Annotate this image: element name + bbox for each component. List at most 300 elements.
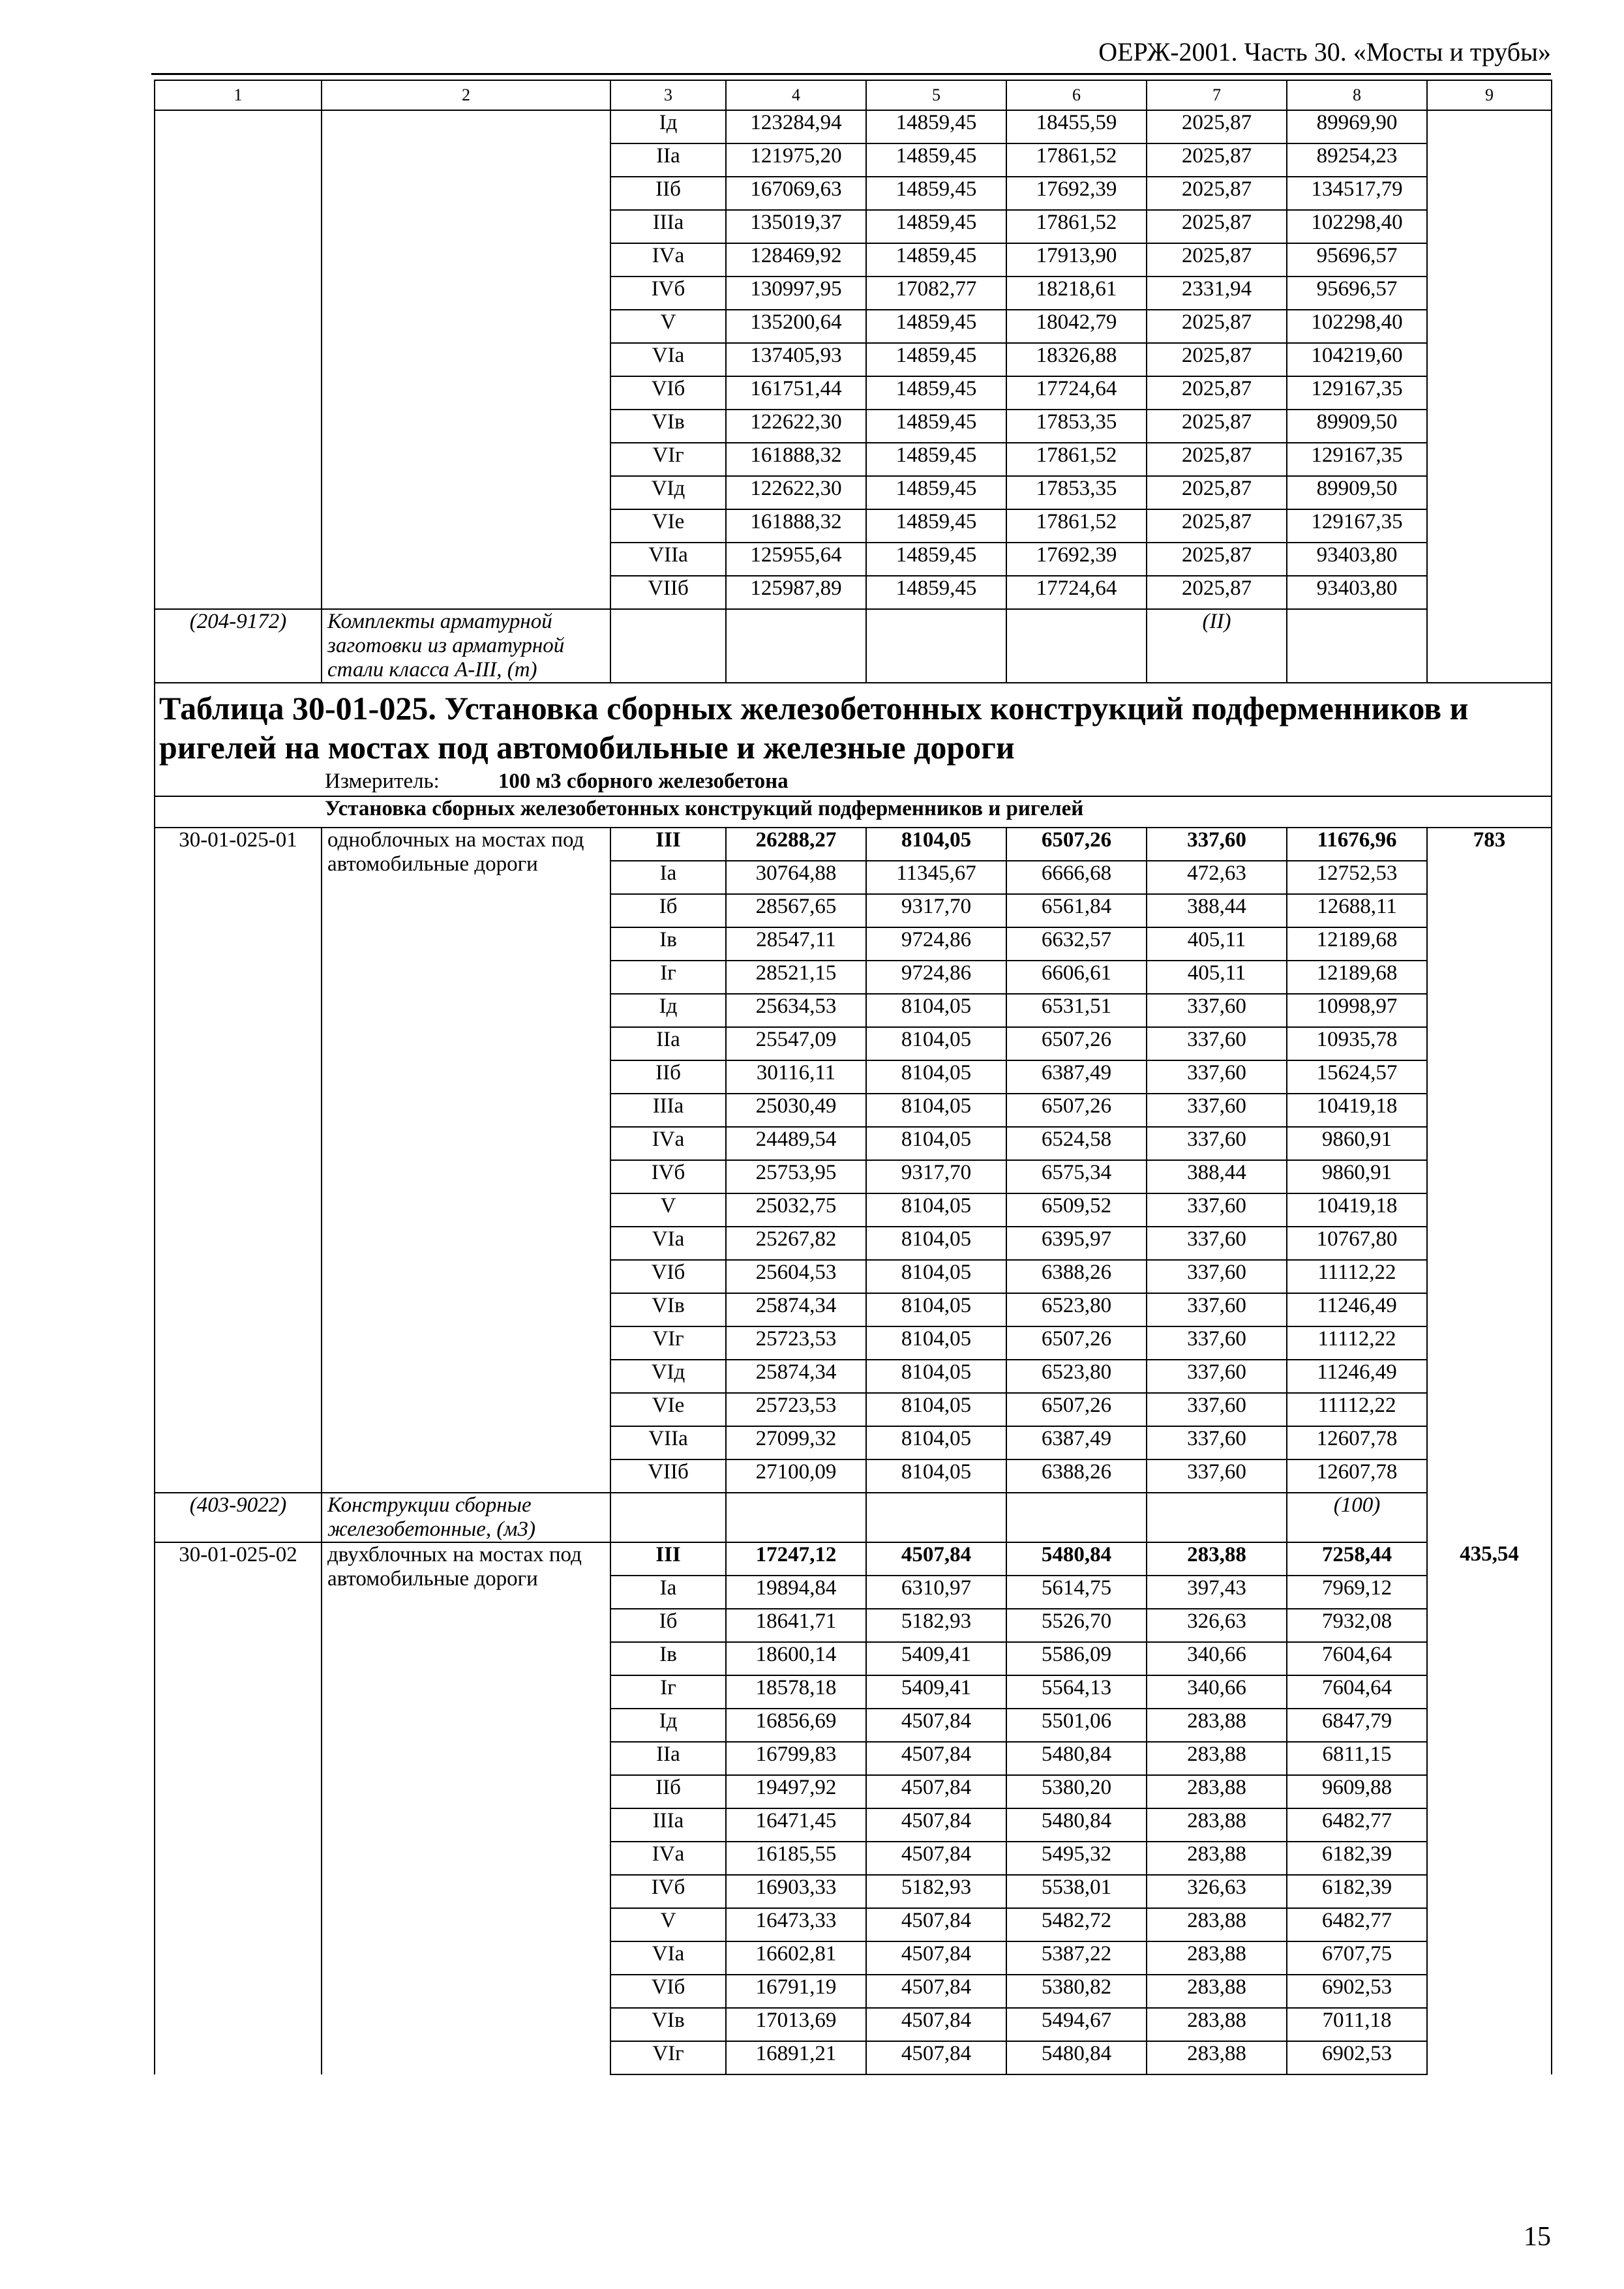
value-cell: 4507,84 [866, 1941, 1006, 1975]
value-cell: 6707,75 [1287, 1941, 1427, 1975]
value-cell: 14859,45 [866, 443, 1006, 476]
table-row [155, 828, 1552, 861]
resource-qty: (II) [1147, 609, 1287, 683]
region-cell: VIа [610, 343, 726, 376]
region-cell: VIб [610, 376, 726, 410]
region-cell: IVб [610, 277, 726, 310]
resource-name: Комплекты арматурной заготовки из арматурной стали класса А-III, (т) [322, 609, 610, 683]
value-cell: 93403,80 [1287, 543, 1427, 576]
region-cell: VIIа [610, 543, 726, 576]
value-cell: 9860,91 [1287, 1127, 1427, 1160]
region-cell: IIа [610, 1742, 726, 1775]
value-cell: 16791,19 [726, 1975, 866, 2008]
value-cell: 2025,87 [1147, 476, 1287, 509]
value-cell: 7604,64 [1287, 1675, 1427, 1709]
value-cell: 6310,97 [866, 1576, 1006, 1609]
value-cell: 6395,97 [1006, 1227, 1147, 1260]
value-cell: 7011,18 [1287, 2008, 1427, 2041]
empty-cell [610, 609, 726, 683]
value-cell: 89909,50 [1287, 410, 1427, 443]
value-cell: 7604,64 [1287, 1642, 1427, 1675]
region-cell: IIIа [610, 1094, 726, 1127]
value-cell: 8104,05 [866, 994, 1006, 1027]
price-table [154, 80, 1552, 2075]
value-cell: 11112,22 [1287, 1393, 1427, 1426]
value-cell: 17861,52 [1006, 143, 1147, 177]
region-cell: Iа [610, 861, 726, 894]
value-cell: 4507,84 [866, 2008, 1006, 2041]
value-cell: 337,60 [1147, 1260, 1287, 1293]
value-cell: 16602,81 [726, 1941, 866, 1975]
empty-cell [1006, 609, 1147, 683]
value-cell: 5409,41 [866, 1675, 1006, 1709]
value-cell: 25753,95 [726, 1160, 866, 1193]
region-cell: Iв [610, 1642, 726, 1675]
value-cell: 25547,09 [726, 1027, 866, 1060]
value-cell: 337,60 [1147, 1060, 1287, 1094]
value-cell: 5380,20 [1006, 1775, 1147, 1808]
value-cell: 8104,05 [866, 1060, 1006, 1094]
item-code: 30-01-025-01 [155, 828, 322, 1493]
value-cell: 4507,84 [866, 1742, 1006, 1775]
value-cell: 16185,55 [726, 1842, 866, 1875]
value-cell: 16471,45 [726, 1808, 866, 1842]
value-cell: 337,60 [1147, 828, 1287, 861]
subheading-row [155, 796, 1552, 828]
region-cell: VIд [610, 1360, 726, 1393]
value-cell: 125955,64 [726, 543, 866, 576]
value-cell: 388,44 [1147, 894, 1287, 927]
value-cell: 337,60 [1147, 1393, 1287, 1426]
region-cell: IIIа [610, 210, 726, 243]
value-cell: 17861,52 [1006, 210, 1147, 243]
value-cell: 28567,65 [726, 894, 866, 927]
value-cell: 8104,05 [866, 1227, 1006, 1260]
column-number-row [155, 80, 1552, 110]
value-cell: 7258,44 [1287, 1542, 1427, 1576]
value-cell: 340,66 [1147, 1642, 1287, 1675]
value-cell: 6182,39 [1287, 1875, 1427, 1908]
column-number: 4 [726, 80, 866, 110]
value-cell: 337,60 [1147, 1193, 1287, 1227]
region-cell: Iа [610, 1576, 726, 1609]
value-cell: 16856,69 [726, 1709, 866, 1742]
column-number: 7 [1147, 80, 1287, 110]
value-cell: 8104,05 [866, 1127, 1006, 1160]
region-cell: VIе [610, 509, 726, 543]
value-cell: 125987,89 [726, 576, 866, 609]
value-cell: 2025,87 [1147, 143, 1287, 177]
value-cell: 2025,87 [1147, 110, 1287, 143]
value-cell: 2025,87 [1147, 576, 1287, 609]
value-cell: 4507,84 [866, 1775, 1006, 1808]
value-cell: 6388,26 [1006, 1260, 1147, 1293]
value-cell: 122622,30 [726, 410, 866, 443]
value-cell: 10767,80 [1287, 1227, 1427, 1260]
value-cell: 167069,63 [726, 177, 866, 210]
page-number: 15 [1524, 2222, 1551, 2252]
value-cell: 2025,87 [1147, 509, 1287, 543]
region-cell: IIа [610, 143, 726, 177]
empty-cell [1006, 1493, 1147, 1542]
value-cell: 8104,05 [866, 1293, 1006, 1326]
region-cell: VIа [610, 1941, 726, 1975]
value-cell: 123284,94 [726, 110, 866, 143]
value-cell: 6482,77 [1287, 1808, 1427, 1842]
value-cell: 283,88 [1147, 1709, 1287, 1742]
region-cell: VIIа [610, 1426, 726, 1459]
column-number: 9 [1427, 80, 1552, 110]
subheading: Установка сборных железобетонных конструкций подферменников и ригелей [155, 796, 1552, 828]
value-cell: 14859,45 [866, 410, 1006, 443]
value-cell: 326,63 [1147, 1609, 1287, 1642]
value-cell: 19894,84 [726, 1576, 866, 1609]
code-cell [155, 110, 322, 609]
value-cell: 122622,30 [726, 476, 866, 509]
value-cell: 2025,87 [1147, 243, 1287, 277]
region-cell: VIб [610, 1975, 726, 2008]
value-cell: 337,60 [1147, 1227, 1287, 1260]
region-cell: VIг [610, 1326, 726, 1360]
column-number: 8 [1287, 80, 1427, 110]
value-cell: 17861,52 [1006, 509, 1147, 543]
value-cell: 2331,94 [1147, 277, 1287, 310]
value-cell: 14859,45 [866, 509, 1006, 543]
value-cell: 2025,87 [1147, 543, 1287, 576]
value-cell: 93403,80 [1287, 576, 1427, 609]
region-cell: V [610, 310, 726, 343]
region-cell: VIг [610, 2041, 726, 2074]
resource-row [155, 1493, 1552, 1542]
value-cell: 14859,45 [866, 576, 1006, 609]
value-cell: 11676,96 [1287, 828, 1427, 861]
value-cell: 2025,87 [1147, 310, 1287, 343]
value-cell: 129167,35 [1287, 509, 1427, 543]
value-cell: 405,11 [1147, 927, 1287, 961]
value-cell: 89909,50 [1287, 476, 1427, 509]
region-cell: Iд [610, 110, 726, 143]
value-cell: 30116,11 [726, 1060, 866, 1094]
item-name: одноблочных на мостах под автомобильные дороги [322, 828, 610, 1493]
value-cell: 2025,87 [1147, 376, 1287, 410]
value-cell: 6182,39 [1287, 1842, 1427, 1875]
value-cell: 18218,61 [1006, 277, 1147, 310]
value-cell: 17861,52 [1006, 443, 1147, 476]
value-cell: 9317,70 [866, 894, 1006, 927]
value-cell: 5480,84 [1006, 1808, 1147, 1842]
value-cell: 16473,33 [726, 1908, 866, 1941]
region-cell: VIв [610, 1293, 726, 1326]
value-cell: 5182,93 [866, 1609, 1006, 1642]
region-cell: III [610, 1542, 726, 1576]
value-cell: 4507,84 [866, 1842, 1006, 1875]
value-cell: 14859,45 [866, 476, 1006, 509]
value-cell: 18455,59 [1006, 110, 1147, 143]
value-cell: 18578,18 [726, 1675, 866, 1709]
table-row [155, 110, 1552, 143]
value-cell: 14859,45 [866, 343, 1006, 376]
value-cell: 6902,53 [1287, 1975, 1427, 2008]
value-cell: 6902,53 [1287, 2041, 1427, 2074]
value-cell: 283,88 [1147, 1908, 1287, 1941]
value-cell: 12607,78 [1287, 1426, 1427, 1459]
value-cell: 17724,64 [1006, 376, 1147, 410]
page-header: ОЕРЖ-2001. Часть 30. «Мосты и трубы» [1098, 37, 1551, 67]
value-cell: 6482,77 [1287, 1908, 1427, 1941]
value-cell: 28521,15 [726, 961, 866, 994]
value-cell: 9724,86 [866, 927, 1006, 961]
resource-code: (204-9172) [155, 609, 322, 683]
column-number: 6 [1006, 80, 1147, 110]
value-cell: 4507,84 [866, 1808, 1006, 1842]
column-number: 2 [322, 80, 610, 110]
value-cell: 24489,54 [726, 1127, 866, 1160]
value-cell: 12752,53 [1287, 861, 1427, 894]
value-cell: 16799,83 [726, 1742, 866, 1775]
region-cell: IIб [610, 1775, 726, 1808]
value-cell: 6507,26 [1006, 1393, 1147, 1426]
value-cell: 11345,67 [866, 861, 1006, 894]
value-cell: 14859,45 [866, 210, 1006, 243]
value-cell: 14859,45 [866, 143, 1006, 177]
value-cell: 14859,45 [866, 543, 1006, 576]
value-cell: 25030,49 [726, 1094, 866, 1127]
value-cell: 5380,82 [1006, 1975, 1147, 2008]
value-cell: 5482,72 [1006, 1908, 1147, 1941]
value-cell: 102298,40 [1287, 210, 1427, 243]
value-cell: 6606,61 [1006, 961, 1147, 994]
value-cell: 14859,45 [866, 310, 1006, 343]
region-cell: IIб [610, 1060, 726, 1094]
value-cell: 89969,90 [1287, 110, 1427, 143]
col9-cell [1427, 110, 1552, 683]
value-cell: 337,60 [1147, 1360, 1287, 1393]
value-cell: 25723,53 [726, 1326, 866, 1360]
column-number: 3 [610, 80, 726, 110]
value-cell: 25634,53 [726, 994, 866, 1027]
value-cell: 6387,49 [1006, 1060, 1147, 1094]
value-cell: 8104,05 [866, 1193, 1006, 1227]
value-cell: 5564,13 [1006, 1675, 1147, 1709]
table-title-row [155, 683, 1552, 770]
value-cell: 10935,78 [1287, 1027, 1427, 1060]
value-cell: 161888,32 [726, 509, 866, 543]
value-cell: 2025,87 [1147, 343, 1287, 376]
value-cell: 283,88 [1147, 1941, 1287, 1975]
value-cell: 104219,60 [1287, 343, 1427, 376]
table-row [155, 1542, 1552, 1576]
value-cell: 19497,92 [726, 1775, 866, 1808]
header-rule [151, 73, 1551, 75]
value-cell: 5526,70 [1006, 1609, 1147, 1642]
value-cell: 8104,05 [866, 1094, 1006, 1127]
value-cell: 26288,27 [726, 828, 866, 861]
value-cell: 12688,11 [1287, 894, 1427, 927]
value-cell: 14859,45 [866, 110, 1006, 143]
value-cell: 11112,22 [1287, 1326, 1427, 1360]
value-cell: 10419,18 [1287, 1193, 1427, 1227]
value-cell: 95696,57 [1287, 277, 1427, 310]
value-cell: 5495,32 [1006, 1842, 1147, 1875]
value-cell: 283,88 [1147, 1975, 1287, 2008]
name-cell [322, 110, 610, 609]
value-cell: 2025,87 [1147, 210, 1287, 243]
region-cell: IIIа [610, 1808, 726, 1842]
value-cell: 5586,09 [1006, 1642, 1147, 1675]
measure-row [155, 770, 1552, 796]
value-cell: 5538,01 [1006, 1875, 1147, 1908]
value-cell: 6509,52 [1006, 1193, 1147, 1227]
region-cell: VIа [610, 1227, 726, 1260]
value-cell: 5480,84 [1006, 2041, 1147, 2074]
value-cell: 18042,79 [1006, 310, 1147, 343]
value-cell: 5387,22 [1006, 1941, 1147, 1975]
value-cell: 283,88 [1147, 1542, 1287, 1576]
region-cell: IVа [610, 1842, 726, 1875]
value-cell: 9860,91 [1287, 1160, 1427, 1193]
value-cell: 10998,97 [1287, 994, 1427, 1027]
item-col9: 783 [1427, 828, 1552, 1542]
value-cell: 472,63 [1147, 861, 1287, 894]
region-cell: IIа [610, 1027, 726, 1060]
value-cell: 283,88 [1147, 1808, 1287, 1842]
value-cell: 9724,86 [866, 961, 1006, 994]
region-cell: Iг [610, 961, 726, 994]
empty-cell [1147, 1493, 1287, 1542]
value-cell: 17853,35 [1006, 410, 1147, 443]
value-cell: 8104,05 [866, 1459, 1006, 1493]
value-cell: 17692,39 [1006, 543, 1147, 576]
value-cell: 4507,84 [866, 1975, 1006, 2008]
region-cell: VIIб [610, 1459, 726, 1493]
value-cell: 9609,88 [1287, 1775, 1427, 1808]
value-cell: 6523,80 [1006, 1293, 1147, 1326]
value-cell: 4507,84 [866, 1908, 1006, 1941]
value-cell: 283,88 [1147, 1775, 1287, 1808]
value-cell: 130997,95 [726, 277, 866, 310]
value-cell: 5494,67 [1006, 2008, 1147, 2041]
value-cell: 326,63 [1147, 1875, 1287, 1908]
value-cell: 5409,41 [866, 1642, 1006, 1675]
value-cell: 137405,93 [726, 343, 866, 376]
value-cell: 283,88 [1147, 1742, 1287, 1775]
value-cell: 161751,44 [726, 376, 866, 410]
resource-row [155, 609, 1552, 683]
empty-cell [726, 1493, 866, 1542]
value-cell: 337,60 [1147, 1127, 1287, 1160]
value-cell: 15624,57 [1287, 1060, 1427, 1094]
value-cell: 6507,26 [1006, 828, 1147, 861]
value-cell: 17082,77 [866, 277, 1006, 310]
value-cell: 102298,40 [1287, 310, 1427, 343]
value-cell: 337,60 [1147, 1027, 1287, 1060]
value-cell: 16891,21 [726, 2041, 866, 2074]
region-cell: IIб [610, 177, 726, 210]
value-cell: 25874,34 [726, 1293, 866, 1326]
region-cell: Iд [610, 1709, 726, 1742]
empty-cell [866, 1493, 1006, 1542]
region-cell: Iб [610, 894, 726, 927]
region-cell: VIд [610, 476, 726, 509]
item-name: двухблочных на мостах под автомобильные дороги [322, 1542, 610, 2074]
item-col9: 435,54 [1427, 1542, 1552, 2074]
value-cell: 337,60 [1147, 1293, 1287, 1326]
value-cell: 28547,11 [726, 927, 866, 961]
region-cell: Iг [610, 1675, 726, 1709]
value-cell: 8104,05 [866, 1360, 1006, 1393]
region-cell: IVа [610, 1127, 726, 1160]
value-cell: 14859,45 [866, 243, 1006, 277]
measure-value: 100 м3 сборного железобетона [498, 769, 789, 793]
value-cell: 6666,68 [1006, 861, 1147, 894]
value-cell: 18600,14 [726, 1642, 866, 1675]
value-cell: 337,60 [1147, 1459, 1287, 1493]
value-cell: 129167,35 [1287, 376, 1427, 410]
value-cell: 14859,45 [866, 376, 1006, 410]
value-cell: 5501,06 [1006, 1709, 1147, 1742]
column-number: 1 [155, 80, 322, 110]
value-cell: 161888,32 [726, 443, 866, 476]
region-cell: IVб [610, 1160, 726, 1193]
value-cell: 25267,82 [726, 1227, 866, 1260]
region-cell: III [610, 828, 726, 861]
value-cell: 8104,05 [866, 1326, 1006, 1360]
value-cell: 16903,33 [726, 1875, 866, 1908]
empty-cell [866, 609, 1006, 683]
value-cell: 6523,80 [1006, 1360, 1147, 1393]
value-cell: 17692,39 [1006, 177, 1147, 210]
region-cell: Iд [610, 994, 726, 1027]
region-cell: IVа [610, 243, 726, 277]
value-cell: 6561,84 [1006, 894, 1147, 927]
value-cell: 14859,45 [866, 177, 1006, 210]
value-cell: 18326,88 [1006, 343, 1147, 376]
resource-code: (403-9022) [155, 1493, 322, 1542]
value-cell: 12189,68 [1287, 927, 1427, 961]
region-cell: VIв [610, 2008, 726, 2041]
value-cell: 9317,70 [866, 1160, 1006, 1193]
value-cell: 5182,93 [866, 1875, 1006, 1908]
empty-cell [726, 609, 866, 683]
value-cell: 11246,49 [1287, 1360, 1427, 1393]
value-cell: 25604,53 [726, 1260, 866, 1293]
region-cell: IVб [610, 1875, 726, 1908]
value-cell: 388,44 [1147, 1160, 1287, 1193]
table-title: Таблица 30-01-025. Установка сборных железобетонных конструкций подферменников и ригелей на мостах под автомобильные и железные дороги [155, 683, 1552, 770]
value-cell: 11246,49 [1287, 1293, 1427, 1326]
value-cell: 6507,26 [1006, 1027, 1147, 1060]
value-cell: 6388,26 [1006, 1459, 1147, 1493]
value-cell: 27099,32 [726, 1426, 866, 1459]
value-cell: 17724,64 [1006, 576, 1147, 609]
value-cell: 128469,92 [726, 243, 866, 277]
value-cell: 2025,87 [1147, 410, 1287, 443]
value-cell: 337,60 [1147, 1326, 1287, 1360]
value-cell: 30764,88 [726, 861, 866, 894]
value-cell: 17013,69 [726, 2008, 866, 2041]
resource-name: Конструкции сборные железобетонные, (м3) [322, 1493, 610, 1542]
value-cell: 6531,51 [1006, 994, 1147, 1027]
region-cell: VIг [610, 443, 726, 476]
value-cell: 337,60 [1147, 1094, 1287, 1127]
value-cell: 7932,08 [1287, 1609, 1427, 1642]
value-cell: 17247,12 [726, 1542, 866, 1576]
value-cell: 8104,05 [866, 1426, 1006, 1459]
value-cell: 405,11 [1147, 961, 1287, 994]
region-cell: V [610, 1908, 726, 1941]
value-cell: 6575,34 [1006, 1160, 1147, 1193]
region-cell: V [610, 1193, 726, 1227]
